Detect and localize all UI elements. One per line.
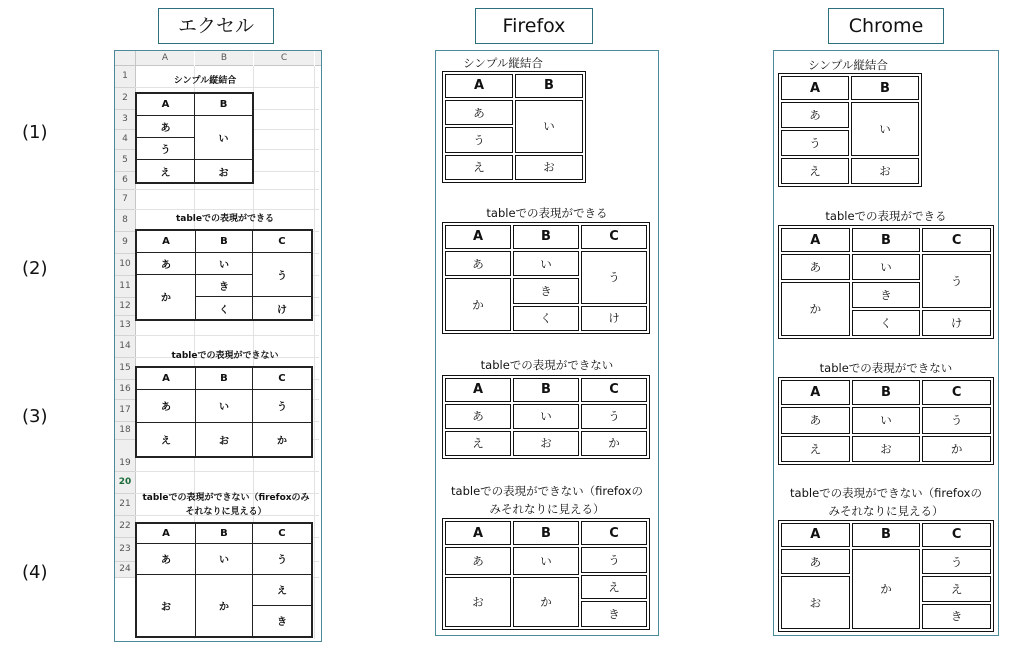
cell: A (781, 523, 850, 547)
cell: い (851, 102, 919, 156)
row-header-23[interactable]: 23 (115, 538, 136, 561)
row-header-10[interactable]: 10 (115, 254, 136, 275)
row-header-11[interactable]: 11 (115, 276, 136, 297)
cell[interactable]: お (196, 422, 253, 457)
cell: C (922, 523, 991, 547)
cell[interactable]: う (252, 252, 312, 297)
cell: う (922, 549, 991, 574)
col-header-d[interactable] (315, 51, 321, 66)
cell: B (852, 380, 921, 405)
cell: あ (781, 102, 849, 128)
cell: う (581, 404, 647, 429)
cell: う (922, 254, 991, 308)
cell: C (581, 521, 647, 545)
chrome-title-4-line-2: みそれなりに見える） (828, 504, 944, 518)
cell[interactable]: う (252, 389, 312, 422)
cell: い (852, 254, 921, 280)
excel-title-2: tableでの表現ができる (175, 214, 274, 224)
chrome-title-1: シンプル縦結合 (808, 58, 888, 72)
row-header-4[interactable]: 4 (115, 130, 136, 149)
cell: か (581, 431, 647, 456)
cell: A (781, 228, 850, 252)
row-header-16[interactable]: 16 (115, 380, 136, 399)
cell[interactable]: か (252, 422, 312, 457)
cell: C (581, 225, 647, 249)
cell[interactable]: C (252, 230, 312, 252)
gridline (135, 87, 319, 88)
cell: え (445, 431, 511, 456)
cell: う (581, 251, 647, 304)
cell[interactable]: B (196, 523, 253, 543)
cell: A (445, 378, 511, 402)
cell: お (445, 577, 511, 627)
cell[interactable]: い (195, 115, 254, 160)
cell[interactable]: い (196, 389, 253, 422)
row-label-3: (3) (22, 406, 48, 427)
cell: か (781, 282, 850, 336)
row-header-15[interactable]: 15 (115, 358, 136, 379)
cell: あ (445, 404, 511, 429)
excel-title-4 (135, 491, 317, 519)
cell[interactable]: き (196, 274, 253, 296)
cell: く (852, 310, 921, 336)
cell: け (581, 306, 647, 331)
row-header-14[interactable]: 14 (115, 336, 136, 357)
cell: B (851, 76, 919, 100)
cell[interactable]: か (196, 574, 253, 637)
cell: う (581, 547, 647, 573)
row-header-9[interactable]: 9 (115, 232, 136, 253)
row-header-24[interactable]: 24 (115, 562, 136, 577)
firefox-title-1: シンプル縦結合 (463, 56, 543, 70)
row-header-5[interactable]: 5 (115, 150, 136, 171)
chrome-table-2 (778, 225, 994, 339)
cell[interactable]: う (136, 137, 195, 159)
cell: き (852, 282, 921, 308)
cell: う (922, 407, 991, 433)
chrome-title-4-line-1: tableでの表現ができない（firefoxの (790, 486, 982, 500)
cell[interactable]: A (136, 230, 196, 252)
cell: C (922, 228, 991, 252)
chrome-title-3: tableでの表現ができない (819, 361, 953, 375)
row-header-2[interactable]: 2 (115, 88, 136, 109)
cell[interactable]: B (196, 230, 253, 252)
cell[interactable]: け (252, 297, 312, 320)
cell: え (922, 576, 991, 601)
row-header-12[interactable]: 12 (115, 298, 136, 315)
cell: い (513, 547, 579, 575)
cell: い (513, 404, 579, 429)
excel-sheet (115, 51, 319, 639)
firefox-table-3 (442, 375, 650, 459)
chrome-label: Chrome (828, 8, 944, 44)
cell: B (513, 521, 579, 545)
cell: え (781, 158, 849, 184)
excel-table-4 (135, 522, 313, 638)
row-header-divider (115, 577, 135, 578)
row-header-19[interactable]: 19 (115, 440, 136, 471)
cell: け (922, 310, 991, 336)
cell: く (513, 306, 579, 331)
chrome-title-4 (774, 484, 998, 520)
cell: い (852, 407, 921, 433)
cell[interactable]: C (252, 367, 312, 389)
cell[interactable]: あ (136, 543, 196, 574)
cell[interactable]: く (196, 297, 253, 320)
excel-table-2 (135, 229, 313, 321)
sheet-corner[interactable] (115, 51, 136, 66)
firefox-label: Firefox (475, 8, 593, 44)
cell: B (852, 523, 921, 547)
firefox-panel (435, 50, 659, 636)
gridline (135, 209, 319, 210)
cell: い (513, 251, 579, 276)
cell[interactable]: え (252, 574, 312, 605)
cell: い (515, 100, 583, 153)
excel-label: エクセル (158, 8, 274, 44)
cell: う (781, 130, 849, 156)
row-header-13[interactable]: 13 (115, 316, 136, 335)
excel-title-3: tableでの表現ができない (171, 351, 279, 361)
cell[interactable]: お (195, 160, 254, 183)
cell: あ (781, 407, 850, 433)
chrome-panel (773, 50, 999, 636)
cell[interactable]: い (196, 252, 253, 274)
cell: え (781, 436, 850, 463)
cell[interactable]: え (136, 160, 195, 183)
cell: き (922, 604, 991, 629)
row-label-2: (2) (22, 258, 48, 279)
col-header-b[interactable]: B (195, 51, 253, 66)
row-label-1: (1) (22, 122, 48, 143)
gridline (135, 189, 319, 190)
cell: う (445, 127, 513, 152)
cell: お (513, 431, 579, 456)
firefox-title-2: tableでの表現ができる (486, 206, 608, 220)
cell: B (852, 228, 921, 252)
cell: か (852, 549, 921, 629)
firefox-title-4-line-2: みそれなりに見える） (489, 502, 605, 516)
cell[interactable]: B (196, 367, 253, 389)
excel-title-1: シンプル縦結合 (173, 76, 237, 86)
cell: お (852, 436, 921, 463)
cell[interactable]: う (252, 543, 312, 574)
cell: あ (445, 251, 511, 276)
gridline (135, 471, 319, 472)
cell[interactable]: あ (136, 389, 196, 422)
firefox-table-2 (442, 222, 650, 334)
chrome-table-3 (778, 377, 994, 465)
firefox-title-4 (436, 482, 658, 518)
cell: お (515, 155, 583, 180)
cell: か (513, 577, 579, 627)
cell: A (781, 380, 850, 405)
cell[interactable]: あ (136, 115, 195, 137)
row-header-17[interactable]: 17 (115, 400, 136, 421)
row-header-18[interactable]: 18 (115, 422, 136, 439)
firefox-table-1 (442, 71, 586, 183)
row-header-1[interactable]: 1 (115, 66, 136, 87)
cell: C (581, 378, 647, 402)
cell[interactable]: え (136, 422, 196, 457)
chrome-title-2: tableでの表現ができる (825, 209, 947, 223)
excel-panel (114, 50, 322, 642)
cell[interactable]: き (252, 605, 312, 637)
cell: A (781, 76, 849, 100)
cell: あ (445, 100, 513, 125)
cell[interactable]: A (136, 93, 195, 115)
cell: B (513, 378, 579, 402)
cell: A (445, 74, 513, 98)
cell: か (922, 436, 991, 463)
cell[interactable]: A (136, 367, 196, 389)
row-header-8[interactable]: 8 (115, 210, 136, 231)
cell[interactable]: あ (136, 252, 196, 274)
row-label-4: (4) (22, 562, 48, 583)
cell[interactable]: か (136, 274, 196, 320)
cell: お (781, 576, 850, 629)
firefox-table-4 (442, 518, 650, 630)
excel-title-4-line-1: tableでの表現ができない（firefoxのみ (142, 493, 310, 503)
cell: A (445, 521, 511, 545)
row-header-21[interactable]: 21 (115, 494, 136, 515)
cell: あ (781, 549, 850, 574)
cell: え (445, 155, 513, 180)
chrome-table-1 (778, 73, 922, 187)
excel-table-1 (135, 92, 254, 184)
cell: C (922, 380, 991, 405)
cell: き (513, 278, 579, 303)
cell: お (851, 158, 919, 184)
firefox-title-3: tableでの表現ができない (480, 358, 614, 372)
row-header-7[interactable]: 7 (115, 190, 136, 209)
cell[interactable]: C (252, 523, 312, 543)
col-header-c[interactable]: C (254, 51, 314, 66)
row-header-3[interactable]: 3 (115, 110, 136, 129)
chrome-table-4 (778, 520, 994, 632)
cell[interactable]: い (196, 543, 253, 574)
col-header-a[interactable]: A (136, 51, 194, 66)
gridline (135, 335, 319, 336)
firefox-title-4-line-1: tableでの表現ができない（firefoxの (451, 484, 643, 498)
row-header-6[interactable]: 6 (115, 172, 136, 189)
row-header-20[interactable]: 20 (115, 472, 136, 493)
cell: き (581, 601, 647, 627)
cell: え (581, 575, 647, 600)
cell[interactable]: お (136, 574, 196, 637)
cell[interactable]: B (195, 93, 254, 115)
cell: あ (781, 254, 850, 280)
cell[interactable]: A (136, 523, 196, 543)
cell: B (515, 74, 583, 98)
cell: あ (445, 547, 511, 575)
cell: A (445, 225, 511, 249)
row-header-22[interactable]: 22 (115, 516, 136, 537)
excel-title-4-line-2: それなりに見える） (185, 507, 267, 517)
cell: B (513, 225, 579, 249)
excel-table-3 (135, 366, 313, 458)
cell: か (445, 278, 511, 331)
